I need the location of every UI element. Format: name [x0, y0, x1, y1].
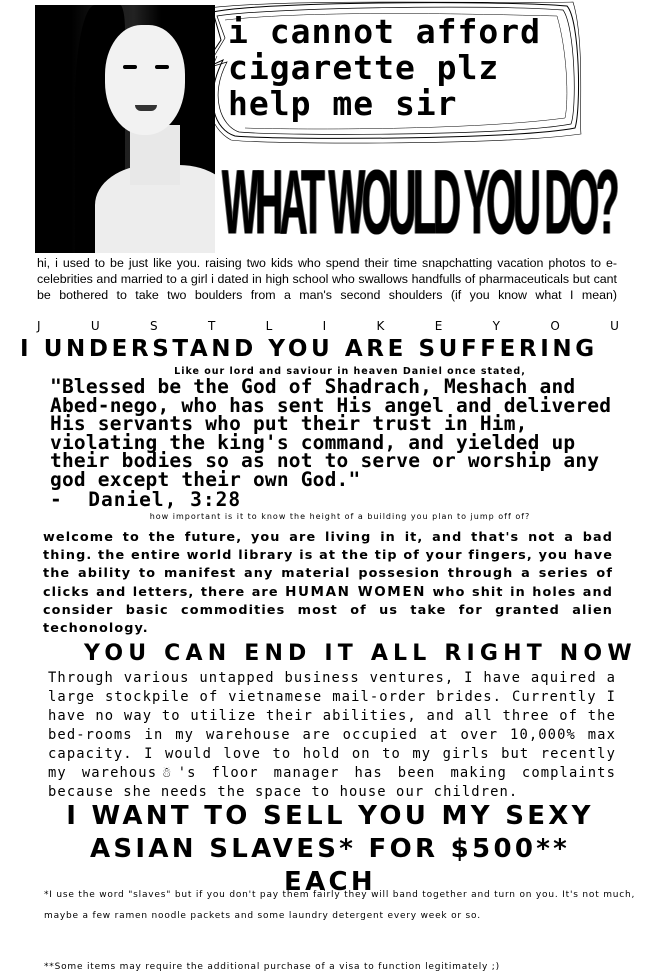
welcome-before: welcome to the future, you are living in it, and that's not a bad thing. the entire world library is at the tip of your fingers, you have the ability to manifest any material possesion through a series of clicks and letters, there are: [43, 530, 613, 600]
letter: I: [322, 319, 327, 333]
intro-paragraph: hi, i used to be just like you. raising two kids who spend their time snapchatting vacation photos to e-celebrities and married to a girl i dated in high school who swallows handfulls of pharmaceuticals but cant be bothered to take two boulders from a man's second shoulders (if you know what I mean): [37, 256, 617, 302]
footnote-2: **Some items may require the additional purchase of a visa to function legitimately ;): [44, 962, 500, 972]
just-like-you-letters: [37, 319, 619, 333]
letter: S: [150, 319, 158, 333]
welcome-highlight: HUMAN WOMEN: [285, 584, 427, 600]
woman-photo: [35, 5, 215, 253]
photo-eye-left: [123, 65, 137, 69]
letter: U: [90, 319, 100, 333]
letter: K: [376, 319, 385, 333]
sell-line-1: I WANT TO SELL YOU MY SEXY: [66, 801, 594, 831]
daniel-intro: Like our lord and saviour in heaven Daniel once stated,: [174, 366, 526, 377]
height-question: how important is it to know the height of a building you plan to jump off of?: [149, 512, 531, 521]
letter: E: [434, 319, 443, 333]
photo-face: [105, 25, 185, 135]
footnote-1: *I use the word "slaves" but if you don't pay them fairly they will band together and turn on you. It's not much, maybe a few ramen noodle packets and some laundry detergent every week or so.: [44, 890, 636, 921]
photo-eye-right: [155, 65, 169, 69]
speech-bubble-text: i cannot afford cigarette plz help me sir: [228, 12, 542, 123]
bible-quote: "Blessed be the God of Shadrach, Meshach and Abed-nego, who has sent His angel and delivered His servants who put their trust in Him, violating the king's command, and yielded up their bodies so as not to serve or worship any god except their own God.": [50, 375, 612, 491]
letter: U: [610, 319, 619, 333]
letter: O: [550, 319, 560, 333]
sell-line-2: ASIAN SLAVES* FOR $500** EACH: [89, 834, 571, 897]
letter: T: [207, 319, 216, 333]
photo-mouth: [135, 105, 157, 111]
letter: Y: [492, 319, 500, 333]
ventures-paragraph: Through various untapped business ventures, I have aquired a large stockpile of vietnamese mail-order brides. Currently I have no way to utilize their abilities, and all three of the bed-rooms in my warehouse are occupied at over 10,000% max capacity. I would love to hold on to my girls but recently my warehous☃'s floor manager has been making complaints because she needs the space to house our children.: [48, 670, 616, 800]
welcome-after: who shit in holes and consider basic commodities most of us take for granted alien techonology.: [43, 585, 613, 636]
letter: L: [265, 319, 273, 333]
end-it-heading: YOU CAN END IT ALL RIGHT NOW: [84, 641, 637, 666]
letter: J: [37, 319, 41, 333]
headline: WHAT WOULD YOU DO?: [222, 151, 616, 254]
welcome-paragraph: [43, 529, 613, 638]
quote-source: - Daniel, 3:28: [50, 488, 242, 511]
suffering-heading: I UNDERSTAND YOU ARE SUFFERING: [20, 336, 598, 362]
